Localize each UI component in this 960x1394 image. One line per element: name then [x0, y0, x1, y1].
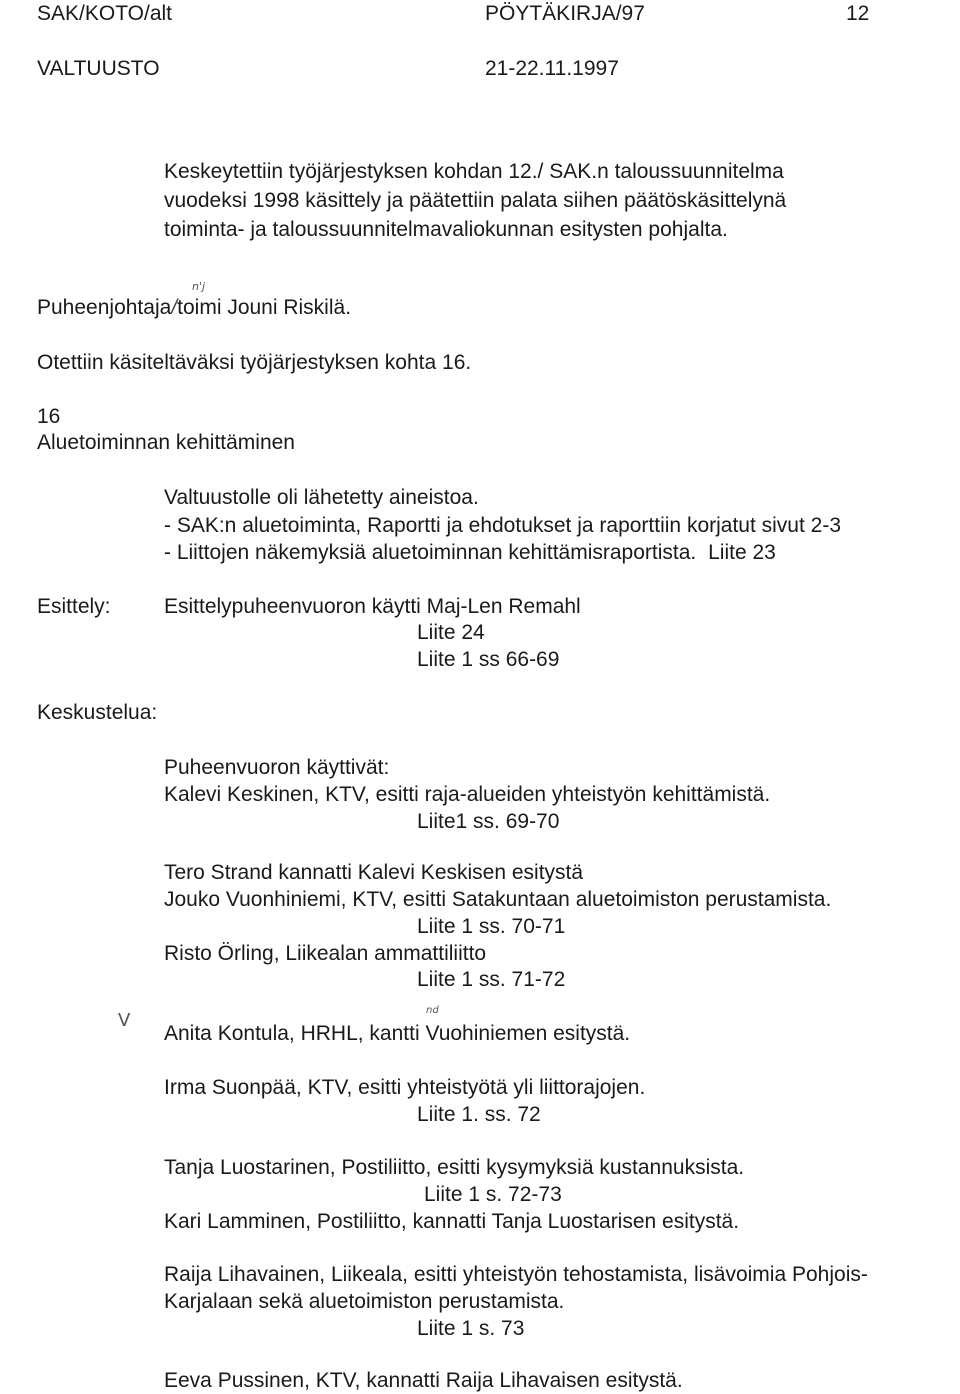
discussion-label: Keskustelua:: [37, 701, 158, 724]
presentation-label: Esittely:: [37, 595, 111, 618]
discussion-line: Kari Lamminen, Postiliitto, kannatti Tanja Luostarisen esitystä.: [164, 1210, 740, 1233]
material-bullet-1: - SAK:n aluetoiminta, Raportti ja ehdotukset ja raporttiin korjatut sivut 2-3: [164, 514, 842, 537]
discussion-line: Tero Strand kannatti Kalevi Keskisen esitystä: [164, 861, 584, 884]
discussion-line: Anita Kontula, HRHL, kantti Vuohiniemen esitystä.: [164, 1022, 631, 1045]
chair-text: toimi Jouni Riskilä.: [177, 296, 352, 319]
header-body: VALTUUSTO: [37, 57, 160, 80]
header-document-id: PÖYTÄKIRJA/97: [485, 2, 645, 25]
discussion-line: Tanja Luostarinen, Postiliitto, esitti kysymyksiä kustannuksista.: [164, 1156, 745, 1179]
discussion-ref: Liite 1 s. 73: [417, 1317, 525, 1340]
discussion-line: Jouko Vuonhiniemi, KTV, esitti Satakuntaan aluetoimiston perustamista.: [164, 888, 832, 911]
header-date: 21-22.11.1997: [485, 57, 619, 80]
material-bullet-2: [164, 542, 776, 563]
chair-label: Puheenjohtaja: [37, 296, 172, 319]
discussion-ref: Liite1 ss. 69-70: [417, 810, 560, 833]
presentation-ref-2: Liite 1 ss 66-69: [417, 648, 560, 671]
intro-line-2: vuodeksi 1998 käsittely ja päätettiin palata siihen päätöskäsittelynä: [164, 189, 787, 212]
discussion-intro: Puheenvuoron käyttivät:: [164, 756, 390, 779]
header-page-number: 12: [846, 2, 870, 25]
item-number: 16: [37, 405, 61, 428]
discussion-line: Irma Suonpää, KTV, esitti yhteistyötä yli liittorajojen.: [164, 1076, 646, 1099]
header-org: SAK/KOTO/alt: [37, 2, 172, 25]
taken-for-handling: Otettiin käsiteltäväksi työjärjestyksen kohta 16.: [37, 351, 472, 374]
discussion-ref: Liite 1 ss. 70-71: [417, 915, 566, 938]
discussion-line: Kalevi Keskinen, KTV, esitti raja-alueiden yhteistyön kehittämistä.: [164, 783, 771, 806]
discussion-ref: Liite 1 s. 72-73: [424, 1183, 562, 1206]
handwritten-mark-2: V: [118, 1010, 131, 1031]
discussion-line: Karjalaan sekä aluetoimiston perustamista.: [164, 1290, 565, 1313]
discussion-ref: Liite 1 ss. 71-72: [417, 968, 566, 991]
chair-line: [37, 297, 351, 318]
material-bullet-2-text: - Liittojen näkemyksiä aluetoiminnan kehittämisraportista.: [164, 541, 697, 564]
material-line: Valtuustolle oli lähetetty aineistoa.: [164, 486, 479, 509]
chair-slash: /: [171, 296, 178, 319]
intro-line-3: toiminta- ja taloussuunnitelmavaliokunnan esitysten pohjalta.: [164, 218, 728, 241]
handwritten-mark-3: nd: [426, 1005, 439, 1016]
discussion-line: Eeva Pussinen, KTV, kannatti Raija Lihavaisen esitystä.: [164, 1369, 683, 1392]
item-title: Aluetoiminnan kehittäminen: [37, 431, 295, 454]
intro-line-1: Keskeytettiin työjärjestyksen kohdan 12./ SAK.n taloussuunnitelma: [164, 160, 784, 183]
presentation-ref-1: Liite 24: [417, 621, 485, 644]
presentation-text: Esittelypuheenvuoron käytti Maj-Len Remahl: [164, 595, 581, 618]
discussion-line: Risto Örling, Liikealan ammattiliitto: [164, 942, 487, 965]
handwritten-mark-1: n'j: [192, 280, 206, 293]
discussion-ref: Liite 1. ss. 72: [417, 1103, 541, 1126]
material-bullet-2-ref: Liite 23: [708, 541, 776, 564]
discussion-line: Raija Lihavainen, Liikeala, esitti yhteistyön tehostamista, lisävoimia Pohjois-: [164, 1263, 868, 1286]
